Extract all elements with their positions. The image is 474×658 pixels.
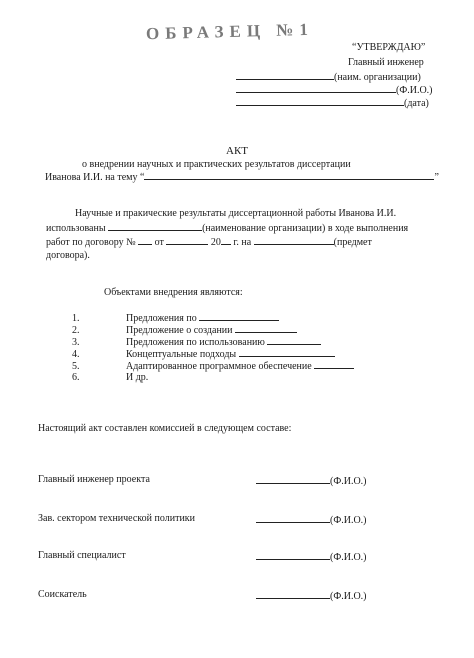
commission-heading: Настоящий акт составлен комиссией в следующем составе: (38, 423, 292, 434)
member-role: Главный инженер проекта (38, 474, 150, 485)
list-item-number: 5. (72, 361, 80, 372)
list-item (72, 371, 148, 385)
member-signature-row (256, 474, 367, 487)
organization-blank[interactable] (108, 221, 202, 231)
member-fio: (Ф.И.О.) (330, 591, 367, 602)
act-topic-row (45, 170, 439, 185)
act-title: АКТ (226, 145, 248, 157)
member-signature-row (256, 550, 367, 563)
list-item-blank[interactable] (267, 335, 321, 345)
list-item-text: Предложения по (126, 313, 197, 324)
body-line-1: Научные и пракические результаты диссертационной работы Иванова И.И. (75, 208, 397, 219)
fio-blank[interactable] (236, 83, 396, 93)
from-label: от (154, 237, 164, 248)
list-item-number: 4. (72, 349, 80, 360)
list-item-text: Предложение о создании (126, 325, 233, 336)
member-signature-row (256, 589, 367, 602)
contract-label: работ по договору № (46, 237, 136, 248)
contract-number-blank[interactable] (138, 235, 152, 245)
approval-position: Главный инженер (348, 57, 424, 68)
used-label: использованы (46, 223, 106, 234)
list-item-blank[interactable] (199, 311, 279, 321)
list-item-blank[interactable] (235, 323, 297, 333)
body-line-2 (46, 221, 408, 236)
signature-blank[interactable] (256, 550, 330, 560)
signature-blank[interactable] (256, 589, 330, 599)
approval-heading: “УТВЕРЖДАЮ” (352, 42, 426, 53)
member-fio: (Ф.И.О.) (330, 552, 367, 563)
member-signature-row (256, 513, 367, 526)
contract-date-blank[interactable] (166, 235, 208, 245)
list-item-text: Адаптированное программное обеспечение (126, 361, 312, 372)
subject-label: (предмет (333, 237, 372, 248)
subject-blank[interactable] (254, 235, 334, 245)
year-blank[interactable] (221, 235, 231, 245)
list-item-number: 1. (72, 313, 80, 324)
list-item-text: Предложения по использованию (126, 337, 265, 348)
signature-blank[interactable] (256, 474, 330, 484)
list-item-number: 2. (72, 325, 80, 336)
approval-org-label: (наим. организации) (334, 72, 421, 83)
approval-date-label: (дата) (404, 98, 429, 109)
list-item-blank[interactable] (239, 347, 335, 357)
member-fio: (Ф.И.О.) (330, 476, 367, 487)
topic-blank[interactable] (144, 170, 434, 180)
approval-date-row (236, 96, 429, 109)
member-role: Главный специалист (38, 550, 126, 561)
org-name-label: (наименование организации) в ходе выполнения (202, 223, 409, 234)
list-item-text: Концептуальные подходы (126, 349, 237, 360)
list-item-number: 3. (72, 337, 80, 348)
approval-fio-row (236, 83, 433, 96)
approval-fio-label: (Ф.И.О.) (396, 85, 433, 96)
act-subtitle: о внедрении научных и практических результатов диссертации (82, 159, 351, 170)
topic-suffix: ” (434, 172, 439, 183)
body-line-4: договора). (46, 250, 90, 261)
member-role: Зав. сектором технической политики (38, 513, 196, 524)
signature-blank[interactable] (256, 513, 330, 523)
body-line-3 (46, 235, 372, 250)
on-label: г. на (233, 237, 252, 248)
list-item-text: И др. (126, 372, 149, 383)
sample-stamp: ОБРАЗЕЦ №1 (145, 19, 315, 44)
org-blank[interactable] (236, 70, 334, 80)
topic-prefix: Иванова И.И. на тему “ (45, 172, 145, 183)
member-fio: (Ф.И.О.) (330, 515, 367, 526)
objects-heading: Объектами внедрения являются: (104, 287, 243, 298)
date-blank[interactable] (236, 96, 404, 106)
approval-org-row (236, 70, 421, 83)
list-item-blank[interactable] (314, 359, 354, 369)
member-role: Соискатель (38, 589, 87, 600)
list-item-number: 6. (72, 372, 80, 383)
year-label: 20 (210, 237, 221, 248)
